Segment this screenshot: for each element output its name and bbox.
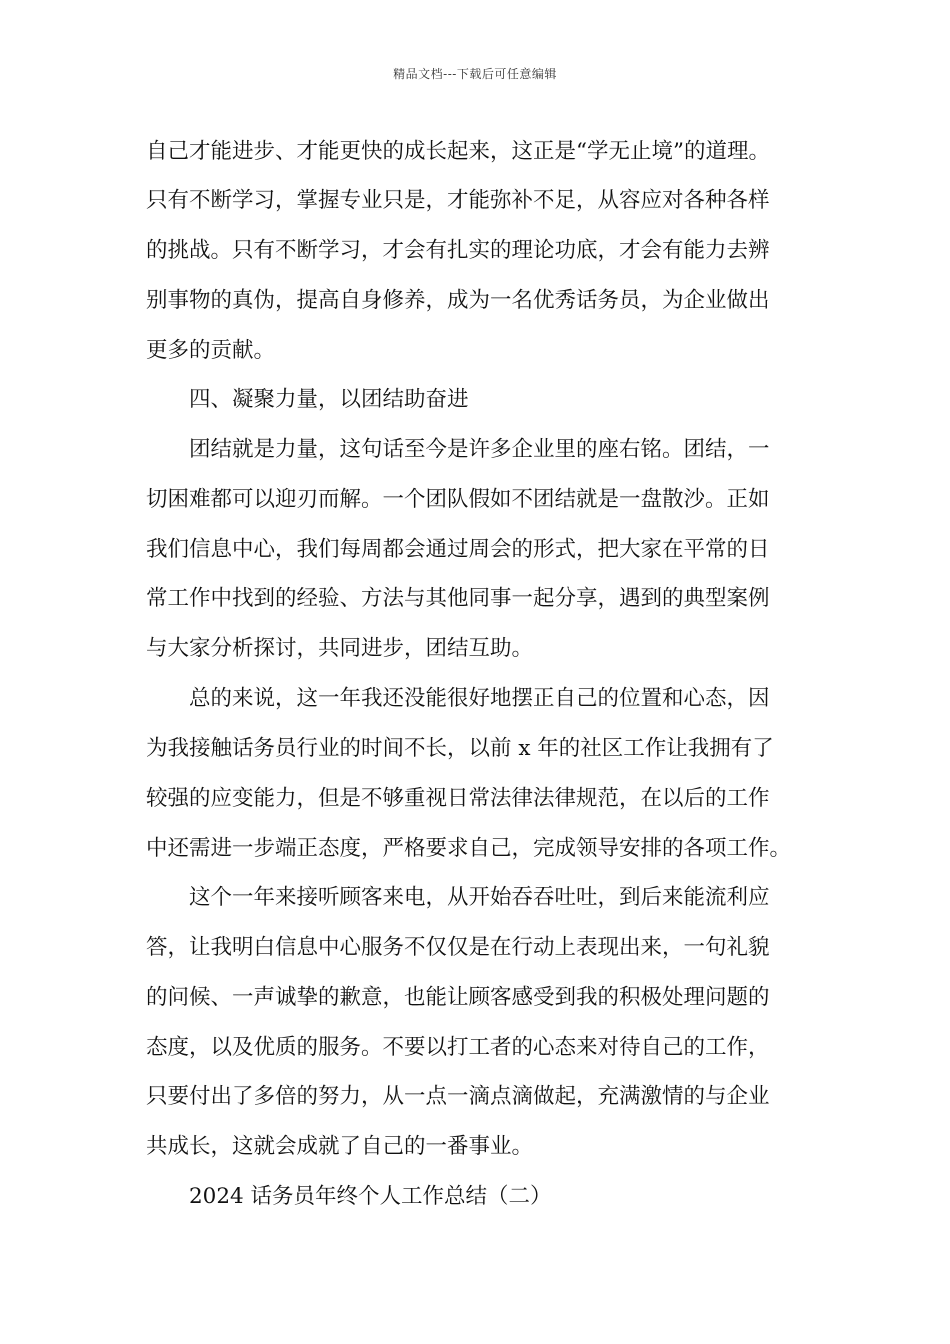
text-line: 与大家分析探讨，共同进步，团结互助。	[146, 636, 534, 661]
text-line: 态度，以及优质的服务。不要以打工者的心态来对待自己的工作，	[146, 1035, 770, 1060]
text-line: 我们信息中心，我们每周都会通过周会的形式，把大家在平常的日	[146, 537, 770, 562]
text-line: 只有不断学习，掌握专业只是，才能弥补不足，从容应对各种各样	[146, 188, 770, 213]
text-line: 总的来说，这一年我还没能很好地摆正自己的位置和心态，因	[189, 686, 770, 711]
text-line: 别事物的真伪，提高自身修养，成为一名优秀话务员，为企业做出	[146, 288, 770, 313]
text-line: 共成长，这就会成就了自己的一番事业。	[146, 1134, 534, 1159]
text-line: 更多的贡献。	[146, 338, 276, 363]
page-header: 精品文档---下载后可任意编辑	[393, 67, 557, 81]
text-line: 的挑战。只有不断学习，才会有扎实的理论功底，才会有能力去辨	[146, 238, 770, 263]
text-line: 答，让我明白信息中心服务不仅仅是在行动上表现出来，一句礼貌	[146, 935, 770, 960]
text-line: 较强的应变能力，但是不够重视日常法律法律规范，在以后的工作	[146, 786, 770, 811]
text-line: 的问候、一声诚挚的歉意，也能让顾客感受到我的积极处理问题的	[146, 985, 770, 1010]
text-line: 中还需进一步端正态度，严格要求自己，完成领导安排的各项工作。	[146, 836, 792, 861]
text-line: 团结就是力量，这句话至今是许多企业里的座右铭。团结，一	[189, 437, 770, 462]
section-heading: 四、凝聚力量，以团结助奋进	[189, 387, 469, 412]
text-line: 只要付出了多倍的努力，从一点一滴点滴做起，充满激情的与企业	[146, 1084, 770, 1109]
text-line: 常工作中找到的经验、方法与其他同事一起分享，遇到的典型案例	[146, 586, 770, 611]
text-line: 自己才能进步、才能更快的成长起来，这正是“学无止境”的道理。	[146, 139, 770, 164]
text-line: 切困难都可以迎刃而解。一个团队假如不团结就是一盘散沙。正如	[146, 487, 770, 512]
text-line: 为我接触话务员行业的时间不长，以前 x 年的社区工作让我拥有了	[146, 736, 774, 761]
section-title: 2024 话务员年终个人工作总结（二）	[189, 1184, 552, 1209]
text-line: 这个一年来接听顾客来电，从开始吞吞吐吐，到后来能流利应	[189, 885, 770, 910]
